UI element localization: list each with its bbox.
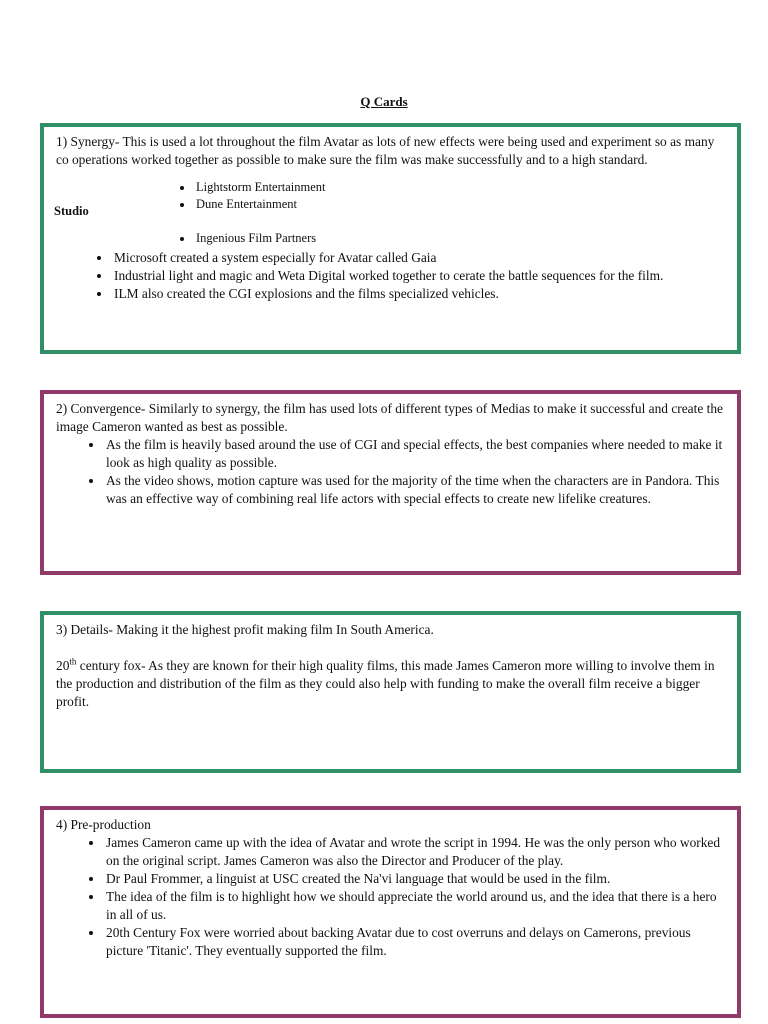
card-convergence-intro: 2) Convergence- Similarly to synergy, the film has used lots of different types of Medias to make it successful and create the image Cameron wanted as best as possible. [56,401,724,434]
page-title: Q Cards [360,94,408,109]
list-item: • Dune Entertainment [194,196,326,213]
list-item: • The idea of the film is to highlight how we should appreciate the world around us, and the idea that there is a hero in all of us. [104,888,727,924]
card-details [40,611,741,773]
convergence-bullets [56,436,727,508]
card-preproduction [40,806,741,1018]
century-number: 20 [56,658,70,673]
studio-section [56,179,727,255]
card-details-paragraph [56,657,727,711]
list-item: • As the video shows, motion capture was used for the majority of the time when the characters are in Pandora. This was an effective way of combining real life actors with special effects to create new lifelike creatures. [104,472,727,508]
ordinal-suffix: th [69,656,77,667]
list-item: • James Cameron came up with the idea of Avatar and wrote the script in 1994. He was the only person who worked on the original script. James Cameron was also the Director and Producer of the play. [104,834,727,870]
list-item: • Lightstorm Entertainment [194,179,326,196]
list-item: • Industrial light and magic and Weta Digital worked together to cerate the battle sequences for the film. [112,267,727,285]
studio-list [146,179,326,247]
synergy-bullets [56,249,727,303]
studio-label: Studio [54,204,89,218]
preproduction-bullets [56,834,727,960]
card-synergy [40,123,741,354]
card-preproduction-intro: 4) Pre-production [56,817,151,832]
card-synergy-intro: 1) Synergy- This is used a lot throughout the film Avatar as lots of new effects were being used and experiment so as many co operations worked together as possible to make sure the film was make successfully and to a high standard. [56,134,715,167]
card-details-text: century fox- As they are known for their high quality films, this made James Cameron more willing to involve them in the production and distribution of the film as they could also help with funding to make the overall film receive a bigger profit. [56,658,715,709]
list-item: • 20th Century Fox were worried about backing Avatar due to cost overruns and delays on Camerons, previous picture 'Titanic'. They eventually supported the film. [104,924,727,960]
card-details-intro: 3) Details- Making it the highest profit making film In South America. [56,622,434,637]
list-item: • Microsoft created a system especially for Avatar called Gaia [112,249,727,267]
card-convergence [40,390,741,575]
list-item: • As the film is heavily based around the use of CGI and special effects, the best companies where needed to make it look as high quality as possible. [104,436,727,472]
list-item: • ILM also created the CGI explosions and the films specialized vehicles. [112,285,727,303]
list-item: • Ingenious Film Partners [194,230,326,247]
list-item: • Dr Paul Frommer, a linguist at USC created the Na'vi language that would be used in the film. [104,870,727,888]
